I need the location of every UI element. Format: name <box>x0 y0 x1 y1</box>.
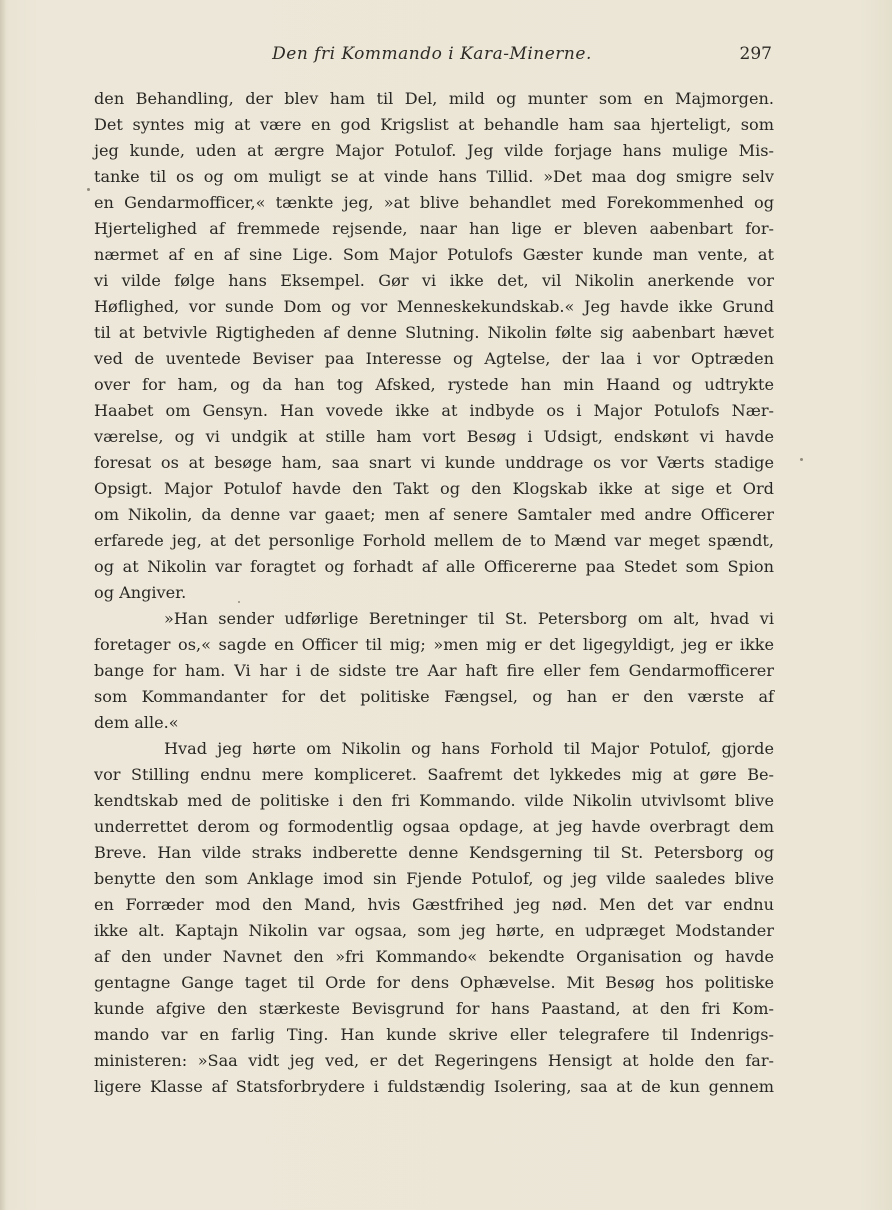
text-line: Hjertelighed af fremmede rejsende, naar han lige er bleven aabenbart for- <box>94 219 774 238</box>
text-line: tanke til os og om muligt se at vinde hans Tillid. »Det maa dog smigre selv <box>94 167 774 186</box>
text-line: om Nikolin, da denne var gaaet; men af senere Samtaler med andre Officerer <box>94 505 774 524</box>
text-line: og Angiver. <box>94 583 187 602</box>
text-line: erfarede jeg, at det personlige Forhold mellem de to Mænd var meget spændt, <box>94 531 774 550</box>
text-line: Opsigt. Major Potulof havde den Takt og den Klogskab ikke at sige et Ord <box>94 479 774 498</box>
text-line: gentagne Gange taget til Orde for dens Ophævelse. Mit Besøg hos politiske <box>94 973 774 992</box>
text-line: bange for ham. Vi har i de sidste tre Aar haft fire eller fem Gendarmofficerer <box>94 661 774 680</box>
text-line: kendtskab med de politiske i den fri Kommando. vilde Nikolin utvivlsomt blive <box>94 791 774 810</box>
running-title: Den fri Kommando i Kara-Minerne. <box>272 44 592 64</box>
text-line: »Han sender udførlige Beretninger til St. Petersborg om alt, hvad vi <box>164 609 774 628</box>
text-line: vi vilde følge hans Eksempel. Gør vi ikke det, vil Nikolin anerkende vor <box>94 271 774 290</box>
text-line: og at Nikolin var foragtet og forhadt af alle Officererne paa Stedet som Spion <box>94 557 774 576</box>
text-line: til at betvivle Rigtigheden af denne Slutning. Nikolin følte sig aabenbart hævet <box>94 323 774 342</box>
text-line: en Forræder mod den Mand, hvis Gæstfrihed jeg nød. Men det var endnu <box>94 895 774 914</box>
text-line: ikke alt. Kaptajn Nikolin var ogsaa, som jeg hørte, en udpræget Modstander <box>94 921 774 940</box>
text-line: som Kommandanter for det politiske Fængsel, og han er den værste af <box>94 687 774 706</box>
text-line: Breve. Han vilde straks indberette denne Kendsgerning til St. Petersborg og <box>94 843 774 862</box>
text-line: foresat os at besøge ham, saa snart vi kunde unddrage os vor Værts stadige <box>94 453 774 472</box>
text-line: af den under Navnet den »fri Kommando« bekendte Organisation og havde <box>94 947 774 966</box>
paper-speck <box>238 601 240 603</box>
body-text <box>94 86 774 1100</box>
paper-speck <box>800 458 803 461</box>
text-line: underrettet derom og formodentlig ogsaa opdage, at jeg havde overbragt dem <box>94 817 774 836</box>
page-number: 297 <box>739 44 772 64</box>
text-line: vor Stilling endnu mere kompliceret. Saafremt det lykkedes mig at gøre Be- <box>94 765 774 784</box>
text-line: værelse, og vi undgik at stille ham vort Besøg i Udsigt, endskønt vi havde <box>94 427 774 446</box>
text-line: jeg kunde, uden at ærgre Major Potulof. Jeg vilde forjage hans mulige Mis- <box>94 141 774 160</box>
running-head <box>92 40 772 68</box>
text-line: benytte den som Anklage imod sin Fjende Potulof, og jeg vilde saaledes blive <box>94 869 774 888</box>
text-line: nærmet af en af sine Lige. Som Major Potulofs Gæster kunde man vente, at <box>94 245 774 264</box>
spine-shadow <box>0 0 6 1210</box>
text-line: foretager os,« sagde en Officer til mig; »men mig er det ligegyldigt, jeg er ikke <box>94 635 774 654</box>
text-line: ministeren: »Saa vidt jeg ved, er det Regeringens Hensigt at holde den far- <box>94 1051 774 1070</box>
text-line: den Behandling, der blev ham til Del, mild og munter som en Majmorgen. <box>94 89 774 108</box>
paper-speck <box>87 188 90 191</box>
text-line: ligere Klasse af Statsforbrydere i fuldstændig Isolering, saa at de kun gennem <box>94 1077 774 1096</box>
text-line: kunde afgive den stærkeste Bevisgrund for hans Paastand, at den fri Kom- <box>94 999 774 1018</box>
text-line: Haabet om Gensyn. Han vovede ikke at indbyde os i Major Potulofs Nær- <box>94 401 774 420</box>
text-line: en Gendarmofficer,« tænkte jeg, »at blive behandlet med Forekommenhed og <box>94 193 774 212</box>
text-line: ved de uventede Beviser paa Interesse og Agtelse, der laa i vor Optræden <box>94 349 774 368</box>
text-line: Hvad jeg hørte om Nikolin og hans Forhold til Major Potulof, gjorde <box>164 739 774 758</box>
text-line: mando var en farlig Ting. Han kunde skrive eller telegrafere til Indenrigs- <box>94 1025 774 1044</box>
text-line: over for ham, og da han tog Afsked, rystede han min Haand og udtrykte <box>94 375 774 394</box>
text-line: Høflighed, vor sunde Dom og vor Menneskekundskab.« Jeg havde ikke Grund <box>94 297 774 316</box>
text-line: Det syntes mig at være en god Krigslist at behandle ham saa hjerteligt, som <box>94 115 774 134</box>
text-line: dem alle.« <box>94 713 179 732</box>
